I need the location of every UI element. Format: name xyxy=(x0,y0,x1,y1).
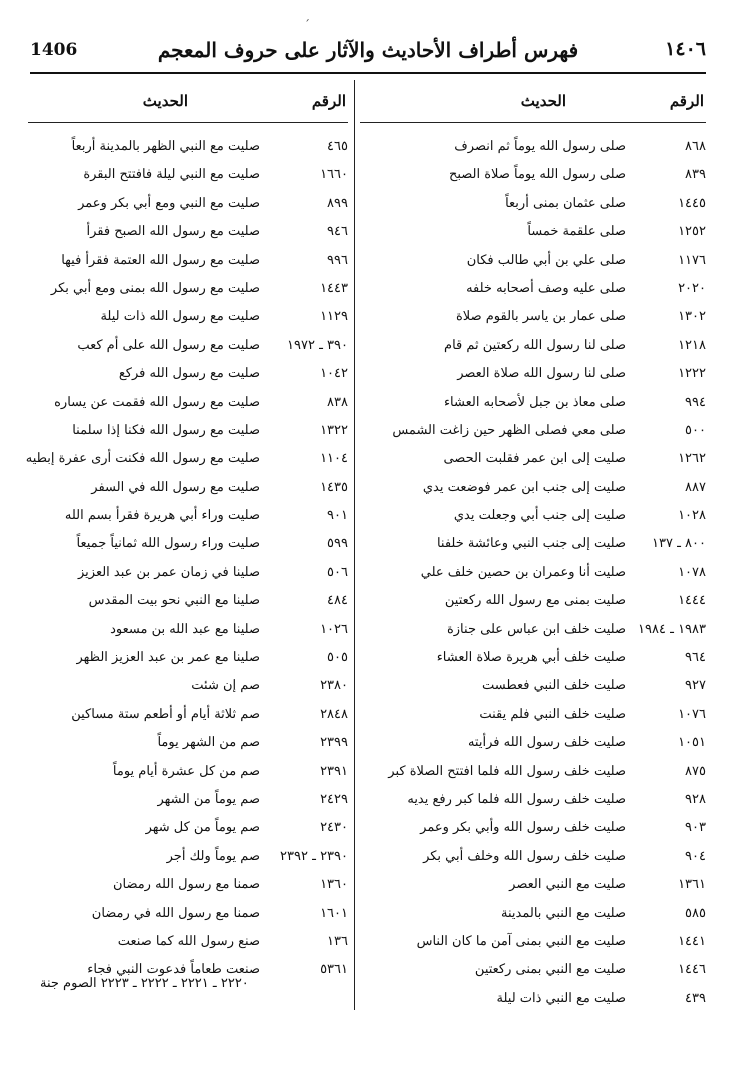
entry-text: صلينا مع النبي نحو بيت المقدس xyxy=(88,593,260,609)
index-entry xyxy=(28,190,348,218)
index-entry xyxy=(28,474,348,502)
entry-number: ٩٠٣ xyxy=(685,820,706,836)
entry-number: ٩٦٤ xyxy=(685,650,706,666)
entry-text: صليت مع النبي بمنى ركعتين xyxy=(474,962,626,978)
entry-number: ١٣٠٢ xyxy=(678,309,706,325)
index-entry xyxy=(360,786,706,814)
index-entry xyxy=(360,814,706,842)
entry-text: صليت مع النبي الظهر بالمدينة أربعاً xyxy=(71,139,260,154)
entry-text: صليت مع رسول الله العتمة فقرأ فيها xyxy=(61,252,260,268)
entry-text: صليت مع النبي ذات ليلة xyxy=(496,990,626,1006)
index-entry xyxy=(360,190,706,218)
entry-text: صم إن شئت xyxy=(191,678,260,694)
entry-text: صلى علي بن أبي طالب فكان xyxy=(466,252,626,268)
index-entry xyxy=(28,814,348,842)
entry-number: ١٢٦٢ xyxy=(678,451,706,467)
entry-number: ٢٣٩٠ ـ ٢٣٩٢ xyxy=(280,848,348,864)
index-entry xyxy=(360,332,706,360)
index-entry xyxy=(360,729,706,757)
entry-number: ١٤٤٥ xyxy=(678,195,706,211)
entry-text: صليت إلى ابن عمر فقلبت الحصى xyxy=(443,451,626,467)
entry-text: صلينا في زمان عمر بن عبد العزيز xyxy=(77,564,260,580)
entry-number: ١٣٦ xyxy=(327,933,348,949)
entry-number: ١٢٥٢ xyxy=(678,224,706,240)
index-entry xyxy=(28,729,348,757)
entry-number: ٥٨٥ xyxy=(685,905,706,921)
index-entry xyxy=(28,502,348,530)
entry-text: صليت مع النبي بمنى آمن ما كان الناس xyxy=(416,933,626,949)
entry-number: ١٠٧٦ xyxy=(678,706,706,722)
entry-text: صليت مع النبي ليلة فافتتح البقرة xyxy=(83,167,260,183)
index-entry xyxy=(360,360,706,388)
entry-number: ٩٠٤ xyxy=(685,848,706,864)
entry-number: ٢٣٩٩ xyxy=(320,735,348,751)
index-entry xyxy=(360,843,706,871)
index-entry xyxy=(28,587,348,615)
index-entry xyxy=(28,133,348,161)
entry-number: ١٢٢٢ xyxy=(678,366,706,382)
number-header: الرقم xyxy=(669,92,704,110)
entry-number: ١٢١٨ xyxy=(678,337,706,353)
entry-text: صليت مع رسول الله فكنت أرى عفرة إبطيه xyxy=(25,451,260,467)
entry-text: صلى رسول الله يوماً ثم انصرف xyxy=(454,139,626,154)
entry-text: صم ثلاثة أيام أو أطعم ستة مساكين xyxy=(71,706,260,722)
entry-text: صليت مع رسول الله الصبح فقرأ xyxy=(86,224,260,240)
entry-number: ٩٢٧ xyxy=(685,678,706,694)
entry-text: صليت وراء رسول الله ثمانياً جميعاً xyxy=(76,536,260,552)
entry-number: ٨٧٥ xyxy=(685,763,706,779)
entry-number: ٢٣٨٠ xyxy=(320,678,348,694)
index-entry xyxy=(28,843,348,871)
entry-text: صليت خلف رسول الله فرأيته xyxy=(467,735,626,751)
entry-number: ١٤٤٦ xyxy=(678,962,706,978)
right-column-rule xyxy=(360,122,706,123)
index-entry xyxy=(360,389,706,417)
entry-text: صليت مع رسول الله على أم كعب xyxy=(77,337,260,353)
entry-number: ١٣٦١ xyxy=(678,877,706,893)
index-entry xyxy=(28,559,348,587)
page-number-latin: 1406 xyxy=(30,40,78,60)
entry-text: صلى معاذ بن جبل لأصحابه العشاء xyxy=(443,394,626,410)
entry-text: صم من الشهر يوماً xyxy=(157,735,260,751)
hadith-header: الحديث xyxy=(142,92,188,110)
index-entry xyxy=(360,445,706,473)
index-entry xyxy=(28,900,348,928)
entry-text: صليت وراء أبي هريرة فقرأ بسم الله xyxy=(64,508,260,524)
index-entry xyxy=(360,672,706,700)
entry-text: صليت مع النبي العصر xyxy=(509,877,626,893)
index-entry xyxy=(28,389,348,417)
entry-number: ٥٠٦ xyxy=(327,564,348,580)
left-rows xyxy=(25,133,348,985)
entry-number: ١٠٢٦ xyxy=(320,621,348,637)
page-header xyxy=(30,36,706,70)
entry-text: صليت خلف رسول الله وخلف أبي بكر xyxy=(423,848,626,864)
entry-number: ٨٩٩ xyxy=(327,195,348,211)
entry-number: ١٠٢٨ xyxy=(678,508,706,524)
entry-text: صليت خلف رسول الله فلما كبر رفع يديه xyxy=(407,791,626,807)
entry-text: صم يوماً من الشهر xyxy=(157,791,260,807)
entry-number: ١١٠٤ xyxy=(320,451,348,467)
entry-text: صلينا مع عمر بن عبد العزيز الظهر xyxy=(76,650,260,666)
index-entry xyxy=(360,530,706,558)
entry-text: صليت أنا وعمران بن حصين خلف علي xyxy=(420,564,626,580)
left-column-header xyxy=(28,86,348,116)
index-entry xyxy=(28,275,348,303)
index-entry xyxy=(28,616,348,644)
entry-text: صليت مع رسول الله فقمت عن يساره xyxy=(54,394,260,410)
entry-number: ١٠٤٢ xyxy=(320,366,348,382)
entry-number: ٨٣٩ xyxy=(685,167,706,183)
entry-text: صليت خلف ابن عباس على جنازة xyxy=(446,621,626,637)
index-entry xyxy=(28,871,348,899)
index-entry xyxy=(28,332,348,360)
entry-number: ١٠٧٨ xyxy=(678,564,706,580)
index-entry xyxy=(28,247,348,275)
index-entry xyxy=(360,701,706,729)
entry-number: ١٣٢٢ xyxy=(320,422,348,438)
entry-text: صمنا مع رسول الله رمضان xyxy=(112,877,260,893)
scan-mark: ´ xyxy=(304,18,310,32)
entry-number: ٩٩٤ xyxy=(685,394,706,410)
entry-text: صلينا مع عبد الله بن مسعود xyxy=(110,621,260,637)
index-entry xyxy=(360,644,706,672)
entry-number: ٥٩٩ xyxy=(327,536,348,552)
entry-number: ١٠٥١ xyxy=(678,735,706,751)
entry-text: صليت مع رسول الله بمنى ومع أبي بكر xyxy=(50,280,260,296)
index-entry xyxy=(360,502,706,530)
entry-text: صليت إلى جنب ابن عمر فوضعت يدي xyxy=(422,479,626,495)
index-entry xyxy=(360,985,706,1013)
left-column-rule xyxy=(28,122,348,123)
entry-number: ٩٢٨ xyxy=(685,791,706,807)
entry-number: ١١٧٦ xyxy=(678,252,706,268)
entry-number: ١٦٦٠ xyxy=(320,167,348,183)
entry-text: صليت مع رسول الله فكنا إذا سلمنا xyxy=(72,422,260,438)
entry-text: صم من كل عشرة أيام يوماً xyxy=(112,763,260,779)
entry-number: ١٤٤٣ xyxy=(320,280,348,296)
entry-text: صلى عثمان بمنى أربعاً xyxy=(505,195,626,211)
entry-text: صليت خلف رسول الله وأبي بكر وعمر xyxy=(420,820,626,836)
entry-number: ١٤٤٤ xyxy=(678,593,706,609)
page-number-arabic: ١٤٠٦ xyxy=(665,38,706,60)
entry-number: ٤٨٤ xyxy=(327,593,348,609)
right-column xyxy=(360,86,706,1013)
entry-text: صلى لنا رسول الله ركعتين ثم قام xyxy=(444,337,626,353)
entry-number: ١٤٤١ xyxy=(678,933,706,949)
index-entry xyxy=(28,417,348,445)
index-entry xyxy=(360,275,706,303)
entry-text: صم يوماً من كل شهر xyxy=(145,820,260,836)
entry-number: ٨٦٨ xyxy=(685,139,706,154)
entry-text: صليت خلف أبي هريرة صلاة العشاء xyxy=(436,650,626,666)
entry-number: ١٩٨٣ ـ ١٩٨٤ xyxy=(638,621,706,637)
header-rule xyxy=(30,72,706,74)
index-entry xyxy=(360,900,706,928)
entry-number: ٢٨٤٨ xyxy=(320,706,348,722)
entry-number: ٨٨٧ xyxy=(685,479,706,495)
index-entry xyxy=(360,161,706,189)
right-rows xyxy=(360,133,706,1013)
index-entry xyxy=(360,758,706,786)
entry-text: صليت مع النبي بالمدينة xyxy=(501,905,626,921)
entry-text: صلى عليه وصف أصحابه خلفه xyxy=(466,280,626,296)
index-entry xyxy=(360,133,706,161)
index-entry xyxy=(28,928,348,956)
entry-text: صلى معي فصلى الظهر حين زاغت الشمس xyxy=(392,422,626,438)
entry-number: ٥٣٦١ xyxy=(320,962,348,978)
index-entry xyxy=(28,758,348,786)
index-entry xyxy=(360,247,706,275)
index-entry xyxy=(360,871,706,899)
last-entry: ٢٢٢٠ ـ ٢٢٢١ ـ ٢٢٢٢ ـ ٢٢٢٣ الصوم جنة xyxy=(40,976,249,991)
hadith-header: الحديث xyxy=(520,92,566,110)
index-entry xyxy=(28,161,348,189)
index-entry xyxy=(360,928,706,956)
entry-number: ١٦٠١ xyxy=(320,905,348,921)
left-column xyxy=(25,86,348,985)
index-entry xyxy=(360,417,706,445)
entry-number: ٢٣٩١ xyxy=(320,763,348,779)
entry-number: ٤٣٩ xyxy=(685,990,706,1006)
index-entry xyxy=(360,616,706,644)
entry-text: صلى علقمة خمساً xyxy=(527,224,626,240)
entry-text: صم يوماً ولك أجر xyxy=(166,848,260,864)
entry-text: صليت مع النبي ومع أبي بكر وعمر xyxy=(78,195,260,211)
entry-text: صليت إلى جنب أبي وجعلت يدي xyxy=(453,508,626,524)
index-entry xyxy=(28,218,348,246)
index-entry xyxy=(28,644,348,672)
entry-number: ١١٢٩ xyxy=(320,309,348,325)
entry-number: ٩٤٦ xyxy=(327,224,348,240)
entry-text: صليت مع رسول الله في السفر xyxy=(91,479,260,495)
entry-number: ٢٤٢٩ xyxy=(320,791,348,807)
number-header: الرقم xyxy=(311,92,346,110)
entry-number: ٥٠٠ xyxy=(685,422,706,438)
index-entry xyxy=(28,672,348,700)
index-entry xyxy=(28,530,348,558)
entry-text: صلى رسول الله يوماً صلاة الصبح xyxy=(448,167,626,183)
entry-text: صلى لنا رسول الله صلاة العصر xyxy=(457,366,626,382)
entry-text: صليت مع رسول الله فركع xyxy=(118,366,260,382)
page-title: فهرس أطراف الأحاديث والآثار على حروف المعجم xyxy=(157,38,579,62)
entry-text: صليت خلف النبي فعطست xyxy=(482,678,626,694)
index-entry xyxy=(360,303,706,331)
column-divider xyxy=(354,80,355,1010)
entry-text: صمنا مع رسول الله في رمضان xyxy=(91,905,260,921)
index-entry xyxy=(360,474,706,502)
entry-text: صلى عمار بن ياسر بالقوم صلاة xyxy=(456,309,626,325)
entry-number: ١٣٦٠ xyxy=(320,877,348,893)
entry-text: صليت إلى جنب النبي وعائشة خلفنا xyxy=(436,536,626,552)
index-entry xyxy=(25,445,348,473)
entry-text: صليت خلف النبي فلم يقنت xyxy=(479,706,626,722)
entry-number: ٢٠٢٠ xyxy=(678,280,706,296)
entry-number: ١٤٣٥ xyxy=(320,479,348,495)
index-entry xyxy=(28,701,348,729)
index-entry xyxy=(360,559,706,587)
entry-text: صليت مع رسول الله ذات ليلة xyxy=(100,309,260,325)
entry-number: ٩٠١ xyxy=(327,508,348,524)
entry-number: ٥٠٥ xyxy=(327,650,348,666)
index-entry xyxy=(28,786,348,814)
right-column-header xyxy=(360,86,706,116)
entry-text: صليت خلف رسول الله فلما افتتح الصلاة كبر xyxy=(388,763,626,779)
entry-number: ٢٤٣٠ xyxy=(320,820,348,836)
entry-number: ٤٦٥ xyxy=(327,139,348,154)
index-entry xyxy=(28,360,348,388)
index-entry xyxy=(360,587,706,615)
index-entry xyxy=(360,956,706,984)
entry-number: ٨٣٨ xyxy=(327,394,348,410)
entry-text: صنعت طعاماً فدعوت النبي فجاء xyxy=(87,962,260,978)
entry-text: صليت بمنى مع رسول الله ركعتين xyxy=(444,593,626,609)
index-entry xyxy=(28,303,348,331)
index-entry xyxy=(360,218,706,246)
entry-number: ٨٠٠ ـ ١٣٧ xyxy=(652,536,706,552)
entry-text: صنع رسول الله كما صنعت xyxy=(117,933,260,949)
entry-number: ٣٩٠ ـ ١٩٧٢ xyxy=(287,337,348,353)
entry-number: ٩٩٦ xyxy=(327,252,348,268)
